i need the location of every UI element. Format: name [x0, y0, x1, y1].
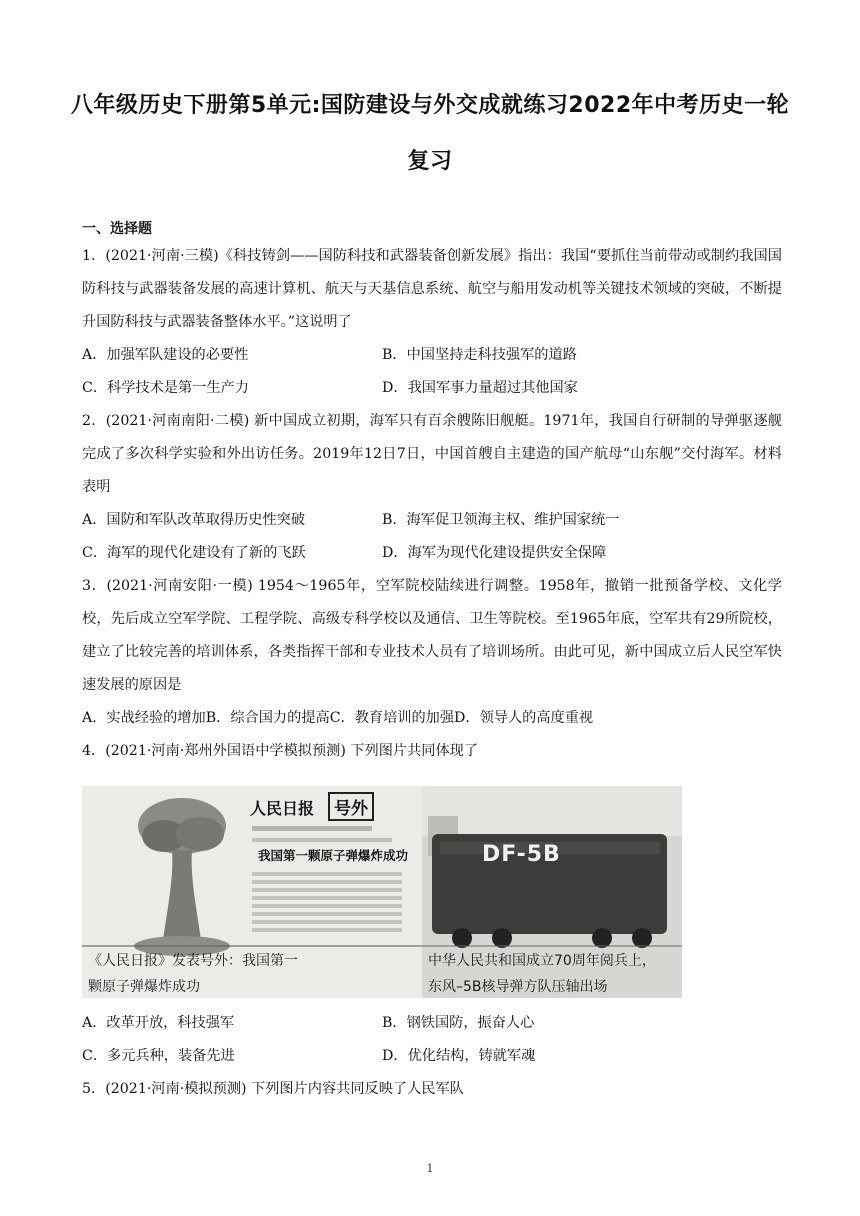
q4-option-b: B．钢铁国防，振奋人心 [382, 1015, 535, 1031]
q2-option-b: B．海军促卫领海主权、维护国家统一 [382, 512, 620, 528]
left-caption-line-1: 《人民日报》发表号外：我国第一 [88, 953, 298, 969]
page-number: 1 [426, 1162, 434, 1175]
question-1-options [82, 339, 782, 405]
q4-option-c: C．多元兵种，装备先进 [82, 1048, 235, 1064]
q3-option-d: D．领导人的高度重视 [454, 710, 594, 726]
left-caption [88, 948, 298, 998]
q3-option-b: B．综合国力的提高 [205, 710, 330, 726]
right-caption-line-1: 中华人民共和国成立70周年阅兵上， [428, 953, 656, 969]
q1-option-b: B．中国坚持走科技强军的道路 [382, 347, 577, 363]
title-line-1: 八年级历史下册第5单元:国防建设与外交成就练习2022年中考历史一轮 [70, 93, 790, 118]
q1-option-c: C．科学技术是第一生产力 [82, 380, 249, 396]
missile-photo [422, 786, 682, 998]
missile-label: DF-5B [482, 842, 561, 867]
newspaper-extra-label: 号外 [328, 792, 374, 821]
q2-option-a: A．国防和军队改革取得历史性突破 [82, 512, 306, 528]
question-3-options [82, 702, 782, 735]
q3-option-a: A．实战经验的增加 [82, 710, 206, 726]
q4-option-d: D．优化结构，铸就军魂 [382, 1048, 536, 1064]
question-5-stem: 5．(2021·河南·模拟预测) 下列图片内容共同反映了人民军队 [82, 1081, 464, 1097]
q2-option-c: C．海军的现代化建设有了新的飞跃 [82, 545, 306, 561]
q4-option-a: A．改革开放，科技强军 [82, 1015, 235, 1031]
question-2-options [82, 504, 782, 570]
newspaper-photo [82, 786, 422, 998]
newspaper-headline: 我国第一颗原子弹爆炸成功 [258, 848, 409, 863]
right-caption-line-2: 东风–5B核导弹方队压轴出场 [428, 979, 608, 995]
q2-option-d: D．海军为现代化建设提供安全保障 [382, 545, 607, 561]
right-caption [428, 948, 656, 998]
question-2-stem: 2．(2021·河南南阳·二模) 新中国成立初期，海军只有百余艘陈旧舰艇。1971年，我国自行研制的导弹驱逐舰完成了多次科学实验和外出访任务。2019年12日7日，中国首艘自主建造的国产航母“山东舰”交付海军。材料表明 [82, 413, 782, 495]
q3-option-c: C．教育培训的加强 [329, 710, 455, 726]
question-1-stem: 1．(2021·河南·三模)《科技铸剑——国防科技和武器装备创新发展》指出：我国“要抓住当前带动或制约我国国防科技与武器装备发展的高速计算机、航天与天基信息系统、航空与船用发动机等关键技术领域的突破，不断提升国防科技与武器装备整体水平。”这说明了 [82, 248, 782, 330]
q1-option-a: A．加强军队建设的必要性 [82, 347, 249, 363]
document-title [70, 78, 790, 190]
q1-option-d: D．我国军事力量超过其他国家 [382, 380, 578, 396]
title-line-2: 复习 [407, 149, 453, 174]
question-3-stem: 3．(2021·河南安阳·一模) 1954～1965年，空军院校陆续进行调整。1958年，撤销一批预备学校、文化学校，先后成立空军学院、工程学院、高级专科学校以及通信、卫生等院校。至1965年底，空军共有29所院校，建立了比较完善的培训体系，各类指挥干部和专业技术人员有了培训场所。由此可见，新中国成立后人民空军快速发展的原因是 [82, 578, 782, 693]
newspaper-masthead: 人民日报 [250, 799, 315, 818]
question-4-figure [82, 786, 682, 998]
question-4-stem: 4．(2021·河南·郑州外国语中学模拟预测) 下列图片共同体现了 [82, 743, 479, 759]
section-heading: 一、选择题 [82, 221, 152, 237]
question-4-options [82, 1007, 782, 1073]
left-caption-line-2: 颗原子弹爆炸成功 [88, 979, 200, 995]
